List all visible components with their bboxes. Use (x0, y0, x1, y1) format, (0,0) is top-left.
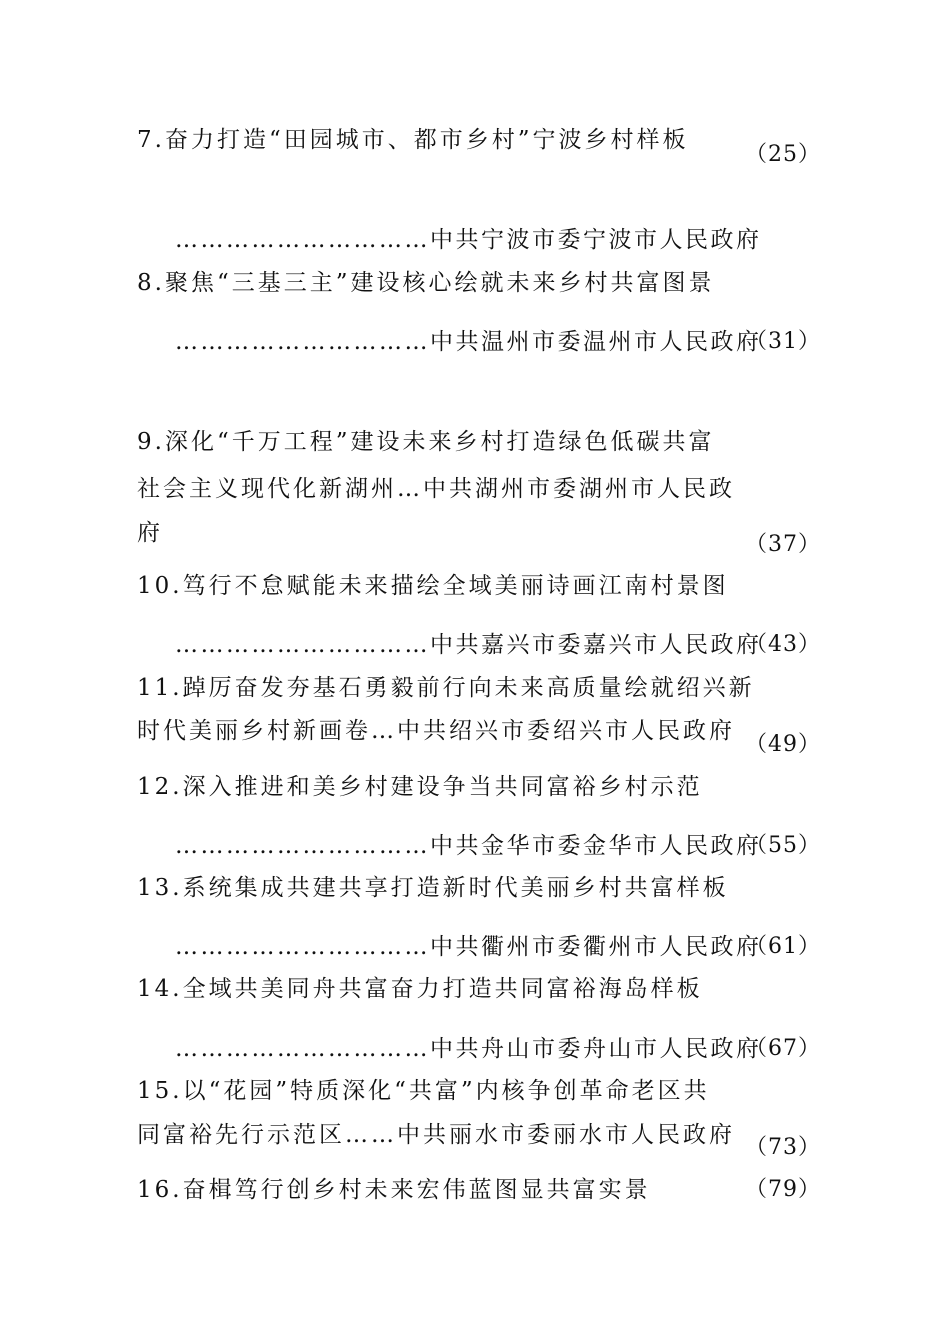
toc-entry-16-page: （79） (745, 1177, 821, 1202)
toc-entry-16-title: 16.奋楫笃行创乡村未来宏伟蓝图显共富实景 (137, 1177, 651, 1203)
toc-entry-14-page: （67） (745, 1036, 821, 1061)
toc-entry-9-title-line-1: 9.深化“千万工程”建设未来乡村打造绿色低碳共富 (137, 429, 715, 455)
toc-entry-11-page: （49） (745, 732, 821, 757)
toc-entry-14-title: 14.全域共美同舟共富奋力打造共同富裕海岛样板 (137, 976, 703, 1002)
toc-entry-9-title-line-3: 府 (137, 520, 163, 546)
toc-entry-10-title: 10.笃行不怠赋能未来描绘全域美丽诗画江南村景图 (137, 573, 729, 599)
toc-entry-13-title: 13.系统集成共建共享打造新时代美丽乡村共富样板 (137, 875, 729, 901)
toc-entry-9-page: （37） (745, 532, 821, 557)
toc-entry-15-title-line-1: 15.以“花园”特质深化“共富”内核争创革命老区共 (137, 1078, 710, 1104)
toc-entry-13-org: …………………………中共衢州市委衢州市人民政府 (175, 934, 762, 960)
toc-entry-11-title-line-2: 时代美丽乡村新画卷…中共绍兴市委绍兴市人民政府 (137, 718, 735, 744)
toc-entry-8-org: …………………………中共温州市委温州市人民政府 (175, 329, 762, 355)
toc-entry-13-page: （61） (745, 934, 821, 959)
toc-entry-12-title: 12.深入推进和美乡村建设争当共同富裕乡村示范 (137, 774, 703, 800)
toc-entry-15-title-line-2: 同富裕先行示范区……中共丽水市委丽水市人民政府 (137, 1122, 735, 1148)
toc-entry-10-org: …………………………中共嘉兴市委嘉兴市人民政府 (175, 632, 762, 658)
toc-entry-7-page: （25） (745, 142, 821, 167)
toc-entry-7-org: …………………………中共宁波市委宁波市人民政府 (175, 227, 762, 253)
toc-entry-8-page: （31） (745, 329, 821, 354)
toc-entry-15-page: （73） (745, 1135, 821, 1160)
toc-entry-7-title: 7.奋力打造“田园城市、都市乡村”宁波乡村样板 (137, 127, 689, 153)
toc-entry-12-page: （55） (745, 833, 821, 858)
toc-entry-11-title-line-1: 11.踔厉奋发夯基石勇毅前行向未来高质量绘就绍兴新 (137, 675, 755, 701)
toc-entry-12-org: …………………………中共金华市委金华市人民政府 (175, 833, 762, 859)
toc-entry-9-title-line-2: 社会主义现代化新湖州…中共湖州市委湖州市人民政 (137, 476, 735, 502)
toc-entry-8-title: 8.聚焦“三基三主”建设核心绘就未来乡村共富图景 (137, 270, 715, 296)
toc-entry-10-page: （43） (745, 632, 821, 657)
toc-entry-14-org: …………………………中共舟山市委舟山市人民政府 (175, 1036, 762, 1062)
